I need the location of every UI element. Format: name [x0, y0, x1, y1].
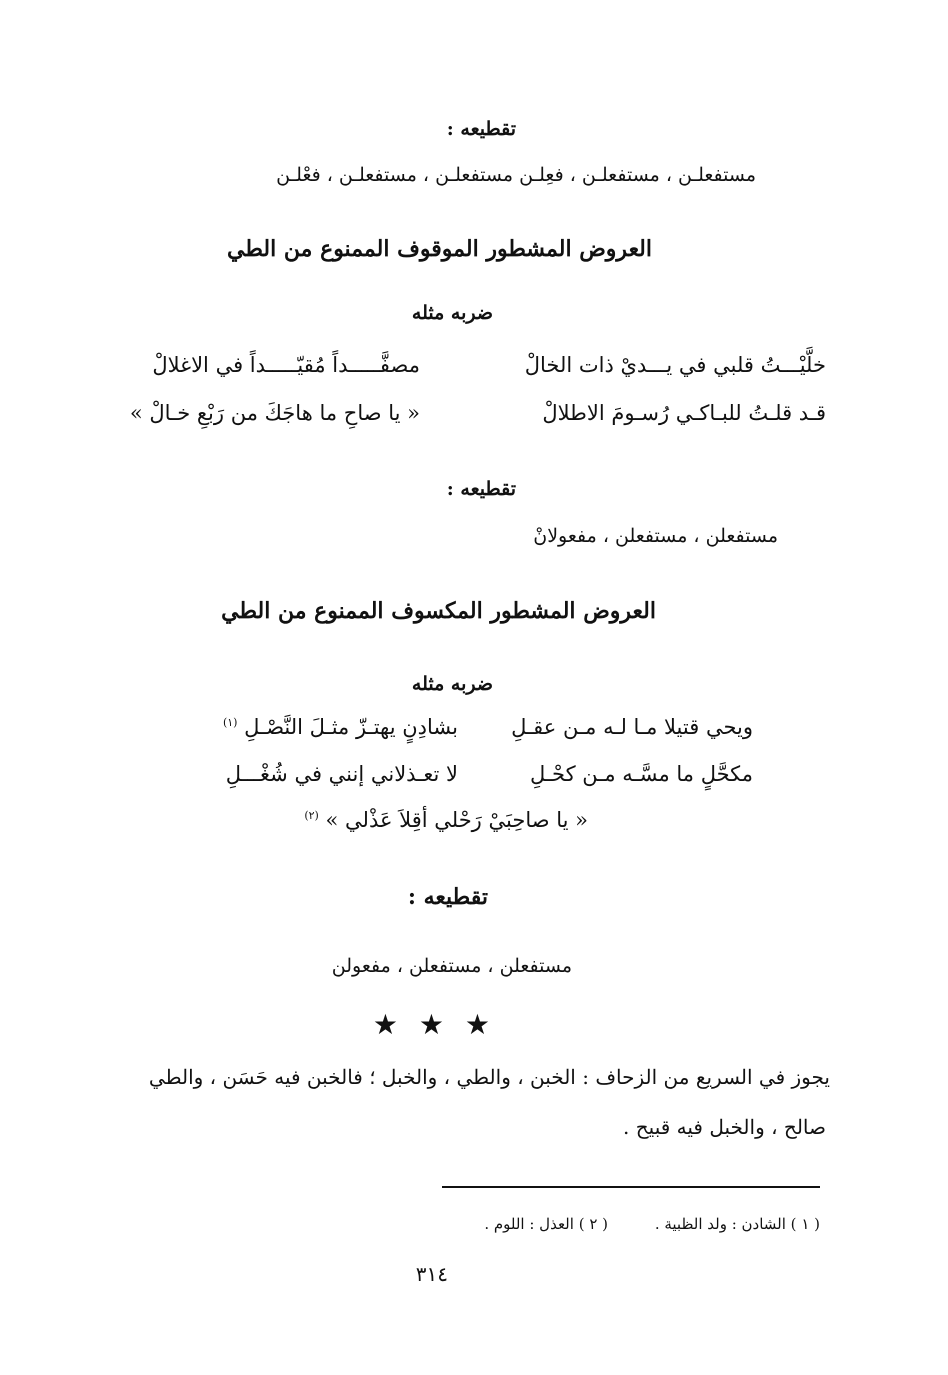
- footnote-2: ( ٢ ) العذل : اللوم .: [484, 1215, 608, 1233]
- footnote-separator: [442, 1186, 820, 1188]
- section-divider-stars: ★ ★ ★: [372, 1008, 496, 1041]
- verse-line-1-right: خلَّيْـــتُ قلبي في يـــديْ ذات الخالْ: [524, 353, 826, 377]
- darbuhu-label-2: ضربه مثله: [411, 673, 493, 695]
- page-number: ٣١٤: [415, 1262, 448, 1286]
- verse-line-3-left: [223, 715, 458, 739]
- taqti-label-3: تقطيعه :: [407, 884, 488, 910]
- taqti-label-2: تقطيعه :: [446, 478, 516, 500]
- footnote-ref-2: (٢): [304, 809, 319, 822]
- verse-line-3-left-text: بشادِنٍ يهتـزّ مثـلَ النَّصْـلِ: [244, 715, 458, 739]
- taqti-label-1: تقطيعه :: [446, 118, 516, 140]
- verse-line-1-left: مصفَّـــــداً مُقيّـــــداً في الاغلالْ: [152, 353, 420, 377]
- verse-line-3-right: ويحي قتيلا مـا لـه مـن عقـلِ: [511, 715, 753, 739]
- taqti-pattern-2: مستفعلن ، مستفعلن ، مفعولانْ: [533, 525, 778, 547]
- verse-line-2-right: قـد قلـتُ للبـاكـي رُسـومَ الاطلالْ: [542, 401, 826, 425]
- footnote-ref-1: (١): [222, 716, 238, 729]
- verse-line-2-left: « يا صاحِ ما هاجَكَ من رَبْعِ خـالْ »: [129, 401, 420, 425]
- paragraph-line-2: صالح ، والخبل فيه قبيح .: [623, 1115, 826, 1139]
- verse-line-5: [304, 808, 588, 832]
- paragraph-line-1: يجوز في السريع من الزحاف : الخبن ، والطي ، والخبل ؛ فالخبن فيه حَسَن ، والطي: [148, 1065, 830, 1089]
- section-heading-mawquf: العروض المشطور الموقوف الممنوع من الطي: [227, 236, 652, 262]
- darbuhu-label-1: ضربه مثله: [411, 302, 493, 324]
- footnote-1: ( ١ ) الشادن : ولد الظبية .: [654, 1215, 820, 1233]
- verse-line-4-right: مكحَّلٍ ما مسَّـه مـن كحْـلِ: [529, 762, 753, 786]
- verse-line-4-left: لا تعـذلاني إنني في شُغْـــلِ: [225, 762, 458, 786]
- verse-line-5-text: « يا صاحِبَيْ رَحْلي أقِلاَ عَذْلي »: [325, 808, 588, 832]
- taqti-pattern-1: مستفعلـن ، مستفعلـن ، فعِلـن مستفعلـن ، مستفعلـن ، فعْلـن: [276, 164, 756, 186]
- section-heading-makshuf: العروض المشطور المكسوف الممنوع من الطي: [221, 598, 656, 624]
- taqti-pattern-3: مستفعلن ، مستفعلن ، مفعولن: [331, 955, 572, 977]
